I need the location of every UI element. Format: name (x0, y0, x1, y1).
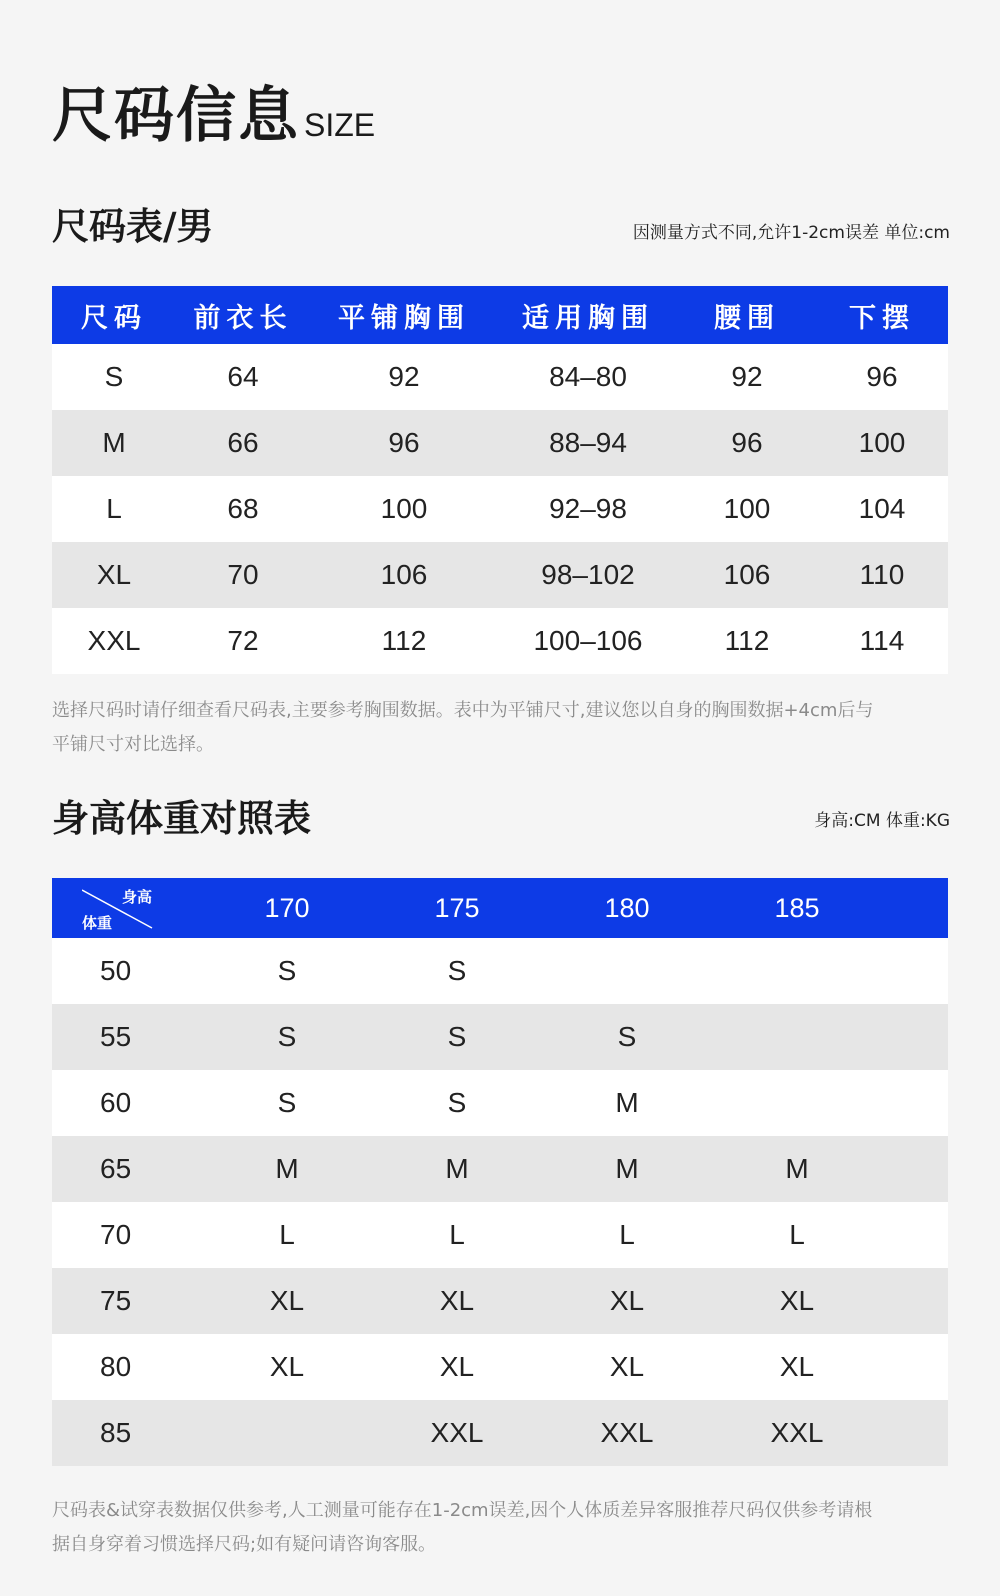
size-footnote-line-2: 平铺尺寸对比选择。 (52, 734, 214, 755)
size-recommendation-cell: M (372, 1136, 542, 1202)
size-recommendation-cell (202, 1400, 372, 1466)
row-filler (882, 1400, 948, 1466)
size-recommendation-cell: XL (712, 1268, 882, 1334)
size-col-header: 尺码 (52, 286, 176, 344)
size-recommendation-cell: M (202, 1136, 372, 1202)
table-row (52, 608, 948, 674)
height-col-header: 175 (372, 878, 542, 938)
size-cell: 112 (310, 608, 498, 674)
height-weight-title: 身高体重对照表 (52, 797, 311, 840)
table-row (52, 1070, 948, 1136)
size-recommendation-cell: S (202, 1004, 372, 1070)
size-recommendation-cell: S (372, 1070, 542, 1136)
corner-height-label: 身高 (122, 888, 153, 906)
size-cell: 104 (816, 476, 948, 542)
height-weight-table (52, 878, 948, 1466)
size-recommendation-cell: XXL (712, 1400, 882, 1466)
table-row (52, 1202, 948, 1268)
weight-cell: 50 (52, 938, 202, 1004)
size-cell: 98–102 (498, 542, 678, 608)
size-cell: 100 (310, 476, 498, 542)
table-row (52, 1268, 948, 1334)
weight-cell: 85 (52, 1400, 202, 1466)
size-cell: 100 (816, 410, 948, 476)
table-row (52, 410, 948, 476)
size-col-header: 腰围 (678, 286, 816, 344)
height-col-header: 185 (712, 878, 882, 938)
size-table-title: 尺码表/男 (52, 205, 214, 248)
weight-cell: 55 (52, 1004, 202, 1070)
size-recommendation-cell: M (712, 1136, 882, 1202)
size-cell: 66 (176, 410, 310, 476)
size-col-header: 前衣长 (176, 286, 310, 344)
table-row (52, 1334, 948, 1400)
size-recommendation-cell: L (712, 1202, 882, 1268)
size-cell: 106 (310, 542, 498, 608)
page-title-zh: 尺码信息 (52, 81, 300, 151)
size-cell: 92 (310, 344, 498, 410)
table-row (52, 1400, 948, 1466)
row-filler (882, 938, 948, 1004)
size-recommendation-cell: S (372, 1004, 542, 1070)
hw-footnote-line-2: 据自身穿着习惯选择尺码;如有疑问请咨询客服。 (52, 1534, 437, 1555)
size-cell: S (52, 344, 176, 410)
table-row (52, 476, 948, 542)
size-cell: L (52, 476, 176, 542)
size-cell: 68 (176, 476, 310, 542)
size-recommendation-cell: XL (542, 1268, 712, 1334)
size-cell: 92 (678, 344, 816, 410)
size-recommendation-cell: L (542, 1202, 712, 1268)
size-recommendation-cell: XL (202, 1334, 372, 1400)
size-cell: 64 (176, 344, 310, 410)
size-recommendation-cell: XL (372, 1268, 542, 1334)
size-recommendation-cell (542, 938, 712, 1004)
row-filler (882, 1136, 948, 1202)
table-row (52, 344, 948, 410)
size-table (52, 286, 948, 674)
size-recommendation-cell: M (542, 1136, 712, 1202)
row-filler (882, 1070, 948, 1136)
size-cell: 72 (176, 608, 310, 674)
size-cell: 112 (678, 608, 816, 674)
size-footnote-line-1: 选择尺码时请仔细查看尺码表,主要参考胸围数据。表中为平铺尺寸,建议您以自身的胸围数据+4cm后与 (52, 700, 874, 721)
size-recommendation-cell: M (542, 1070, 712, 1136)
size-cell: 110 (816, 542, 948, 608)
size-recommendation-cell (712, 1070, 882, 1136)
size-recommendation-cell: S (202, 1070, 372, 1136)
size-recommendation-cell: S (202, 938, 372, 1004)
corner-cell (52, 878, 202, 938)
table-row (52, 542, 948, 608)
table-row (52, 938, 948, 1004)
size-cell: 114 (816, 608, 948, 674)
size-col-header: 下摆 (816, 286, 948, 344)
size-recommendation-cell: L (372, 1202, 542, 1268)
header-filler (882, 878, 948, 938)
weight-cell: 75 (52, 1268, 202, 1334)
size-col-header: 平铺胸围 (310, 286, 498, 344)
height-weight-footnote (52, 1494, 952, 1562)
page-title-en: SIZE (304, 107, 376, 143)
size-table-note: 因测量方式不同,允许1-2cm误差 单位:cm (632, 223, 950, 243)
size-recommendation-cell: S (542, 1004, 712, 1070)
height-weight-header-row (52, 878, 948, 938)
size-table-footnote (52, 694, 952, 762)
size-cell: XL (52, 542, 176, 608)
size-col-header: 适用胸围 (498, 286, 678, 344)
size-recommendation-cell: S (372, 938, 542, 1004)
size-recommendation-cell (712, 1004, 882, 1070)
height-col-header: 180 (542, 878, 712, 938)
weight-cell: 65 (52, 1136, 202, 1202)
weight-cell: 80 (52, 1334, 202, 1400)
size-cell: 84–80 (498, 344, 678, 410)
size-cell: 106 (678, 542, 816, 608)
weight-cell: 60 (52, 1070, 202, 1136)
page-title (52, 68, 375, 154)
table-row (52, 1004, 948, 1070)
height-col-header: 170 (202, 878, 372, 938)
size-cell: M (52, 410, 176, 476)
row-filler (882, 1268, 948, 1334)
size-table-header-row (52, 286, 948, 344)
size-cell: 100 (678, 476, 816, 542)
height-weight-note: 身高:CM 体重:KG (814, 811, 950, 831)
corner-weight-label: 体重 (82, 914, 113, 932)
size-cell: XXL (52, 608, 176, 674)
size-cell: 96 (310, 410, 498, 476)
row-filler (882, 1334, 948, 1400)
size-recommendation-cell: XL (712, 1334, 882, 1400)
size-cell: 96 (678, 410, 816, 476)
size-cell: 100–106 (498, 608, 678, 674)
table-row (52, 1136, 948, 1202)
size-cell: 70 (176, 542, 310, 608)
row-filler (882, 1202, 948, 1268)
size-recommendation-cell: XXL (372, 1400, 542, 1466)
row-filler (882, 1004, 948, 1070)
size-cell: 88–94 (498, 410, 678, 476)
size-recommendation-cell: XXL (542, 1400, 712, 1466)
hw-footnote-line-1: 尺码表&试穿表数据仅供参考,人工测量可能存在1-2cm误差,因个人体质差异客服推荐尺码仅供参考请根 (52, 1500, 873, 1521)
size-recommendation-cell: L (202, 1202, 372, 1268)
size-recommendation-cell (712, 938, 882, 1004)
size-cell: 96 (816, 344, 948, 410)
size-cell: 92–98 (498, 476, 678, 542)
size-recommendation-cell: XL (542, 1334, 712, 1400)
weight-cell: 70 (52, 1202, 202, 1268)
size-recommendation-cell: XL (372, 1334, 542, 1400)
size-recommendation-cell: XL (202, 1268, 372, 1334)
